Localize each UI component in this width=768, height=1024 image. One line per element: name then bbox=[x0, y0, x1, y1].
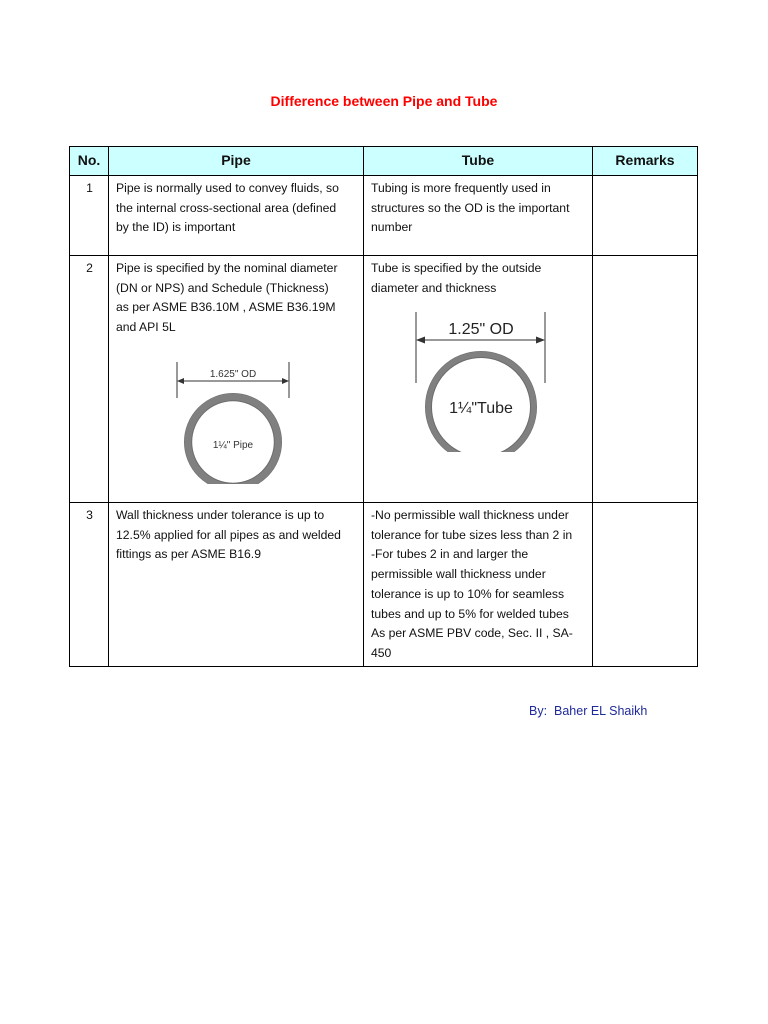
pipe-arrow-left-icon bbox=[177, 378, 184, 384]
remarks-cell bbox=[593, 176, 698, 256]
pipe-arrow-right-icon bbox=[282, 378, 289, 384]
pipe-cell bbox=[109, 176, 364, 256]
pipe-text-line: by the ID) is important bbox=[116, 220, 236, 235]
tube-text-line: tolerance for tube sizes less than 2 in bbox=[371, 527, 573, 542]
tube-name-label: 1¼"Tube bbox=[449, 400, 513, 418]
tube-text-line: -No permissible wall thickness under bbox=[371, 508, 569, 522]
pipe-cell bbox=[109, 503, 364, 667]
tube-arrow-right-icon bbox=[536, 337, 545, 344]
table-header-row bbox=[70, 147, 698, 176]
comparison-table bbox=[69, 146, 698, 667]
header-tube: Tube bbox=[364, 147, 593, 176]
tube-text-line: 450 bbox=[371, 645, 392, 660]
row-number: 3 bbox=[70, 503, 109, 667]
tube-text-line: permissible wall thickness under bbox=[371, 567, 546, 582]
tube-text-line: number bbox=[371, 220, 413, 235]
pipe-text-line: the internal cross-sectional area (defined bbox=[116, 200, 337, 215]
pipe-text-line: Pipe is normally used to convey fluids, so bbox=[116, 181, 339, 195]
pipe-text-line: Pipe is specified by the nominal diameter bbox=[116, 261, 338, 275]
author-credit: By: Baher EL Shaikh bbox=[529, 704, 648, 718]
tube-text-line: tubes and up to 5% for welded tubes bbox=[371, 606, 569, 621]
tube-text-line: Tubing is more frequently used in bbox=[371, 181, 551, 195]
pipe-text-line: fittings as per ASME B16.9 bbox=[116, 547, 261, 562]
pipe-text-line: Wall thickness under tolerance is up to bbox=[116, 508, 325, 522]
row-number: 1 bbox=[70, 176, 109, 256]
tube-text-line: -For tubes 2 in and larger the bbox=[371, 547, 529, 562]
remarks-cell bbox=[593, 256, 698, 503]
pipe-cross-section-figure bbox=[176, 362, 291, 484]
pipe-text-line: and API 5L bbox=[116, 320, 176, 335]
header-pipe: Pipe bbox=[109, 147, 364, 176]
header-remarks: Remarks bbox=[593, 147, 698, 176]
pipe-text-line: 12.5% applied for all pipes as and welded bbox=[116, 527, 341, 542]
tube-cross-section-figure bbox=[415, 312, 547, 452]
pipe-name-label: 1¼" Pipe bbox=[212, 439, 254, 451]
table-row bbox=[70, 503, 698, 667]
tube-cell bbox=[364, 256, 593, 503]
tube-arrow-left-icon bbox=[416, 337, 425, 344]
tube-text-line: structures so the OD is the important bbox=[371, 200, 570, 215]
header-no: No. bbox=[70, 147, 109, 176]
table-row bbox=[70, 256, 698, 503]
pipe-text-line: as per ASME B36.10M , ASME B36.19M bbox=[116, 300, 336, 315]
tube-text-line: diameter and thickness bbox=[371, 280, 497, 295]
tube-od-label: 1.25" OD bbox=[448, 321, 514, 339]
tube-cell bbox=[364, 503, 593, 667]
document-title: Difference between Pipe and Tube bbox=[270, 93, 498, 109]
table-row bbox=[70, 176, 698, 256]
tube-text-line: Tube is specified by the outside bbox=[371, 261, 542, 275]
tube-text-line: tolerance is up to 10% for seamless bbox=[371, 586, 565, 601]
pipe-text-line: (DN or NPS) and Schedule (Thickness) bbox=[116, 280, 329, 295]
pipe-cell bbox=[109, 256, 364, 503]
pipe-od-label: 1.625" OD bbox=[209, 368, 257, 380]
tube-text-line: As per ASME PBV code, Sec. II , SA- bbox=[371, 626, 573, 641]
remarks-cell bbox=[593, 503, 698, 667]
row-number: 2 bbox=[70, 256, 109, 503]
tube-cell bbox=[364, 176, 593, 256]
